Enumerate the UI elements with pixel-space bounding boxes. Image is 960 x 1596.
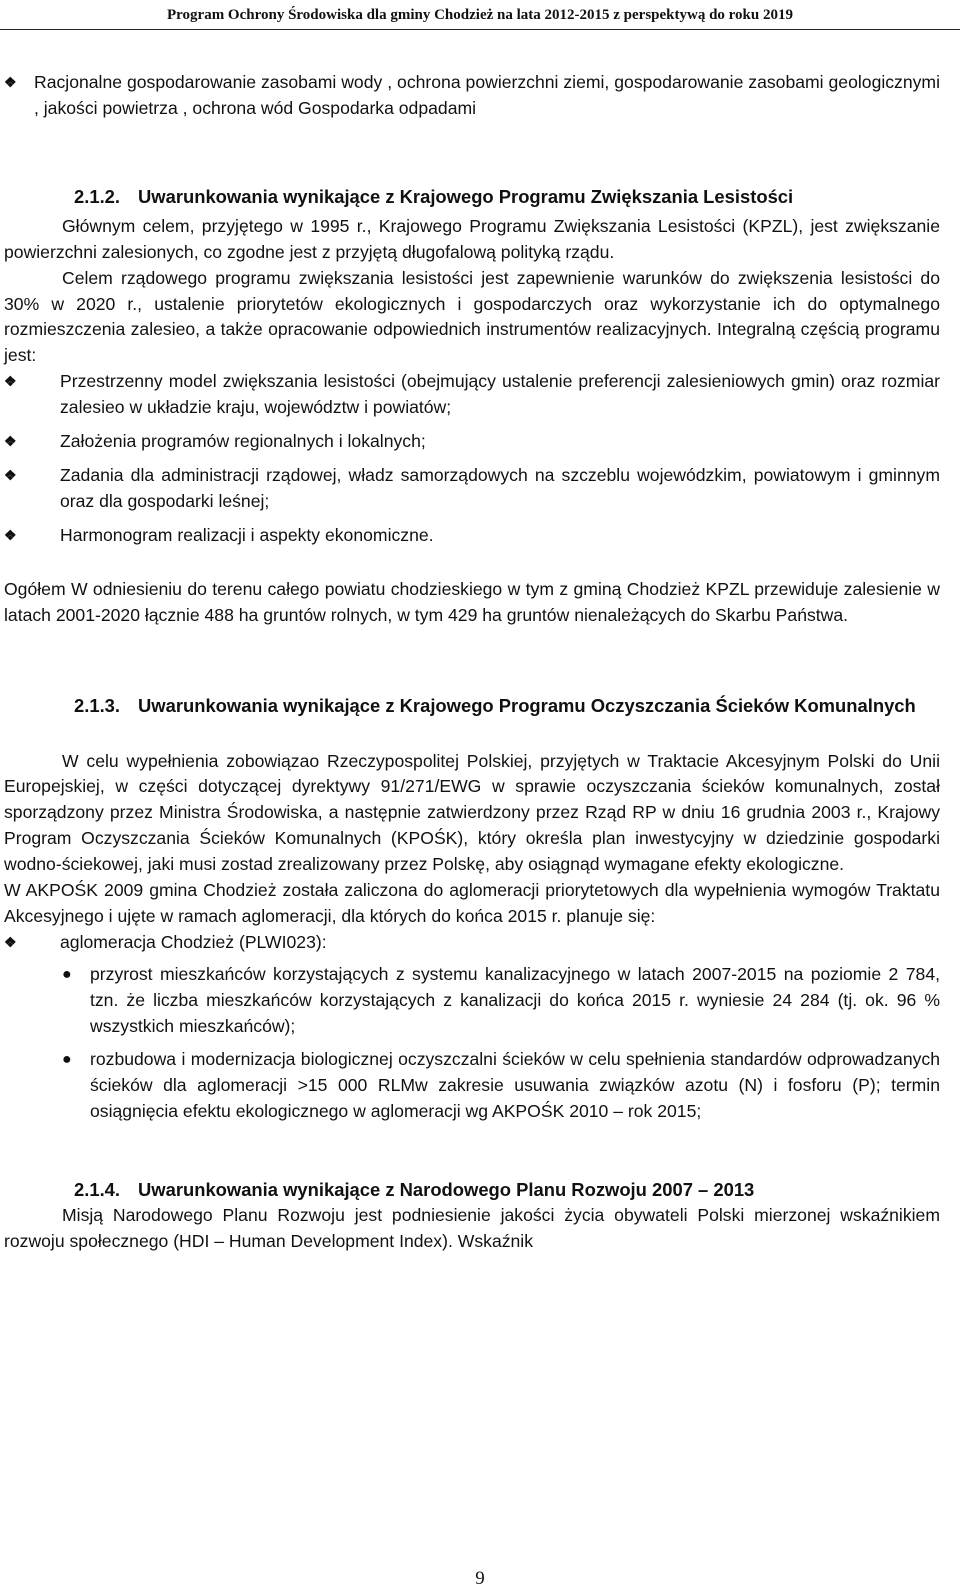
list-item (4, 930, 940, 956)
diamond-bullet-icon: ❖ (4, 433, 17, 450)
page-number: 9 (475, 1568, 485, 1589)
list-item (60, 1047, 940, 1125)
intro-list-item (4, 70, 940, 122)
section-number: 2.1.4. (74, 1179, 121, 1201)
section-title: Uwarunkowania wynikające z Narodowego Planu Rozwoju 2007 – 2013 (138, 1179, 755, 1201)
list-item (60, 962, 940, 1040)
diamond-bullet-icon: ❖ (4, 74, 17, 90)
section-title: Uwarunkowania wynikające z Krajowego Programu Zwiększania Lesistości (138, 185, 794, 207)
diamond-bullet-icon: ❖ (4, 466, 17, 483)
section-heading-2-1-3 (4, 693, 940, 719)
section-title: Uwarunkowania wynikające z Krajowego Programu Oczyszczania Ścieków Komunalnych (138, 694, 916, 716)
section-heading-2-1-2 (4, 184, 940, 210)
paragraph: W AKPOŚK 2009 gmina Chodzież została zaliczona do aglomeracji priorytetowych dla wypełnienia wymogów Traktatu Akcesyjnego i ujęte w ramach aglomeracji, dla których do końca 2015 r. planuje się: (4, 880, 940, 926)
list-item-text: aglomeracja Chodzież (PLWI023): (60, 931, 327, 952)
list-item-text: przyrost mieszkańców korzystających z systemu kanalizacyjnego w latach 2007-2015 na poziomie 2 784, tzn. że liczba mieszkańców korzystających z kanalizacji do końca 2015 r. wyniesie 24 284 (tj. ok. 96 % wszystkich mieszkańców); (90, 963, 940, 1036)
program-components-list (4, 369, 940, 548)
bullet-dot-icon: ● (62, 1051, 72, 1069)
list-item (4, 463, 940, 515)
paragraph: Misją Narodowego Planu Rozwoju jest podniesienie jakości życia obywateli Polski mierzonej wskaźnikiem rozwoju społecznego (HDI – Human Development Index). Wskaźnik (4, 1205, 940, 1252)
list-item (4, 429, 940, 455)
intro-item-text: Racjonalne gospodarowanie zasobami wody , ochrona powierzchni ziemi, gospodarowanie zasobami geologicznymi , jakości powietrza , ochrona wód Gospodarka odpadami (34, 72, 940, 118)
list-item-text: rozbudowa i modernizacja biologicznej oczyszczalni ścieków w celu spełnienia standardów odprowadzanych ścieków dla aglomeracji >15 000 RLMw zakresie usuwania związków azotu (N) i fosforu (P); termin osiągnięcia efektu ekologicznego w aglomeracji wg AKPOŚK 2010 – rok 2015; (90, 1049, 940, 1122)
list-item-text: Przestrzenny model zwiększania lesistości (obejmujący ustalenie preferencji zalesieniowych gmin) oraz rozmiar zalesieo w układzie kraju, województw i powiatów; (60, 371, 940, 418)
diamond-bullet-icon: ❖ (4, 526, 17, 543)
list-item (4, 369, 940, 421)
list-item-text: Harmonogram realizacji i aspekty ekonomiczne. (60, 524, 434, 545)
page-header: Program Ochrony Środowiska dla gminy Chodzież na lata 2012-2015 z perspektywą do roku 2019 (0, 0, 960, 30)
section-heading-2-1-4 (4, 1177, 940, 1203)
diamond-bullet-icon: ❖ (4, 373, 17, 390)
paragraph: Celem rządowego programu zwiększania lesistości jest zapewnienie warunków do zwiększenia lesistości do 30% w 2020 r., ustalenie priorytetów ekologicznych i gospodarczych oraz wykorzystanie ich do optymalnego rozmieszczenia zalesieo, a także opracowanie odpowiednich instrumentów realizacyjnych. Integralną częścią programu jest: (4, 267, 940, 366)
agglomeration-details-list (4, 962, 940, 1125)
diamond-bullet-icon: ❖ (4, 933, 17, 950)
list-item-text: Zadania dla administracji rządowej, władz samorządowych na szczeblu wojewódzkim, powiatowym i gminnym oraz dla gospodarki leśnej; (60, 464, 940, 511)
document-body (4, 70, 940, 1255)
bullet-dot-icon: ● (62, 965, 72, 983)
list-item-text: Założenia programów regionalnych i lokalnych; (60, 431, 426, 452)
paragraph: Ogółem W odniesieniu do terenu całego powiatu chodzieskiego w tym z gminą Chodzież KPZL przewiduje zalesienie w latach 2001-2020 łącznie 488 ha gruntów rolnych, w tym 429 ha gruntów nienależących do Skarbu Państwa. (4, 578, 940, 625)
section-number: 2.1.2. (74, 185, 121, 207)
section-number: 2.1.3. (74, 694, 121, 716)
paragraph: W celu wypełnienia zobowiązao Rzeczypospolitej Polskiej, przyjętych w Traktacie Akcesyjnym Polski do Unii Europejskiej, w części dotyczącej dyrektywy 91/271/EWG w sprawie oczyszczania ścieków komunalnych, został sporządzony przez Ministra Środowiska, a następnie zatwierdzony przez Rząd RP w dniu 16 grudnia 2003 r., Krajowy Program Oczyszczania Ścieków Komunalnych (KPOŚK), który określa plan inwestycyjny w dziedzinie gospodarki wodno-ściekowej, jaki musi zostad zrealizowany przez Polskę, aby osiągnąd wymagane efekty ekologiczne. (4, 750, 940, 875)
paragraph: Głównym celem, przyjętego w 1995 r., Krajowego Programu Zwiększania Lesistości (KPZL), jest zwiększanie powierzchni zalesionych, co zgodne jest z przyjętą długofalową polityką rządu. (4, 215, 940, 262)
list-item (4, 523, 940, 549)
